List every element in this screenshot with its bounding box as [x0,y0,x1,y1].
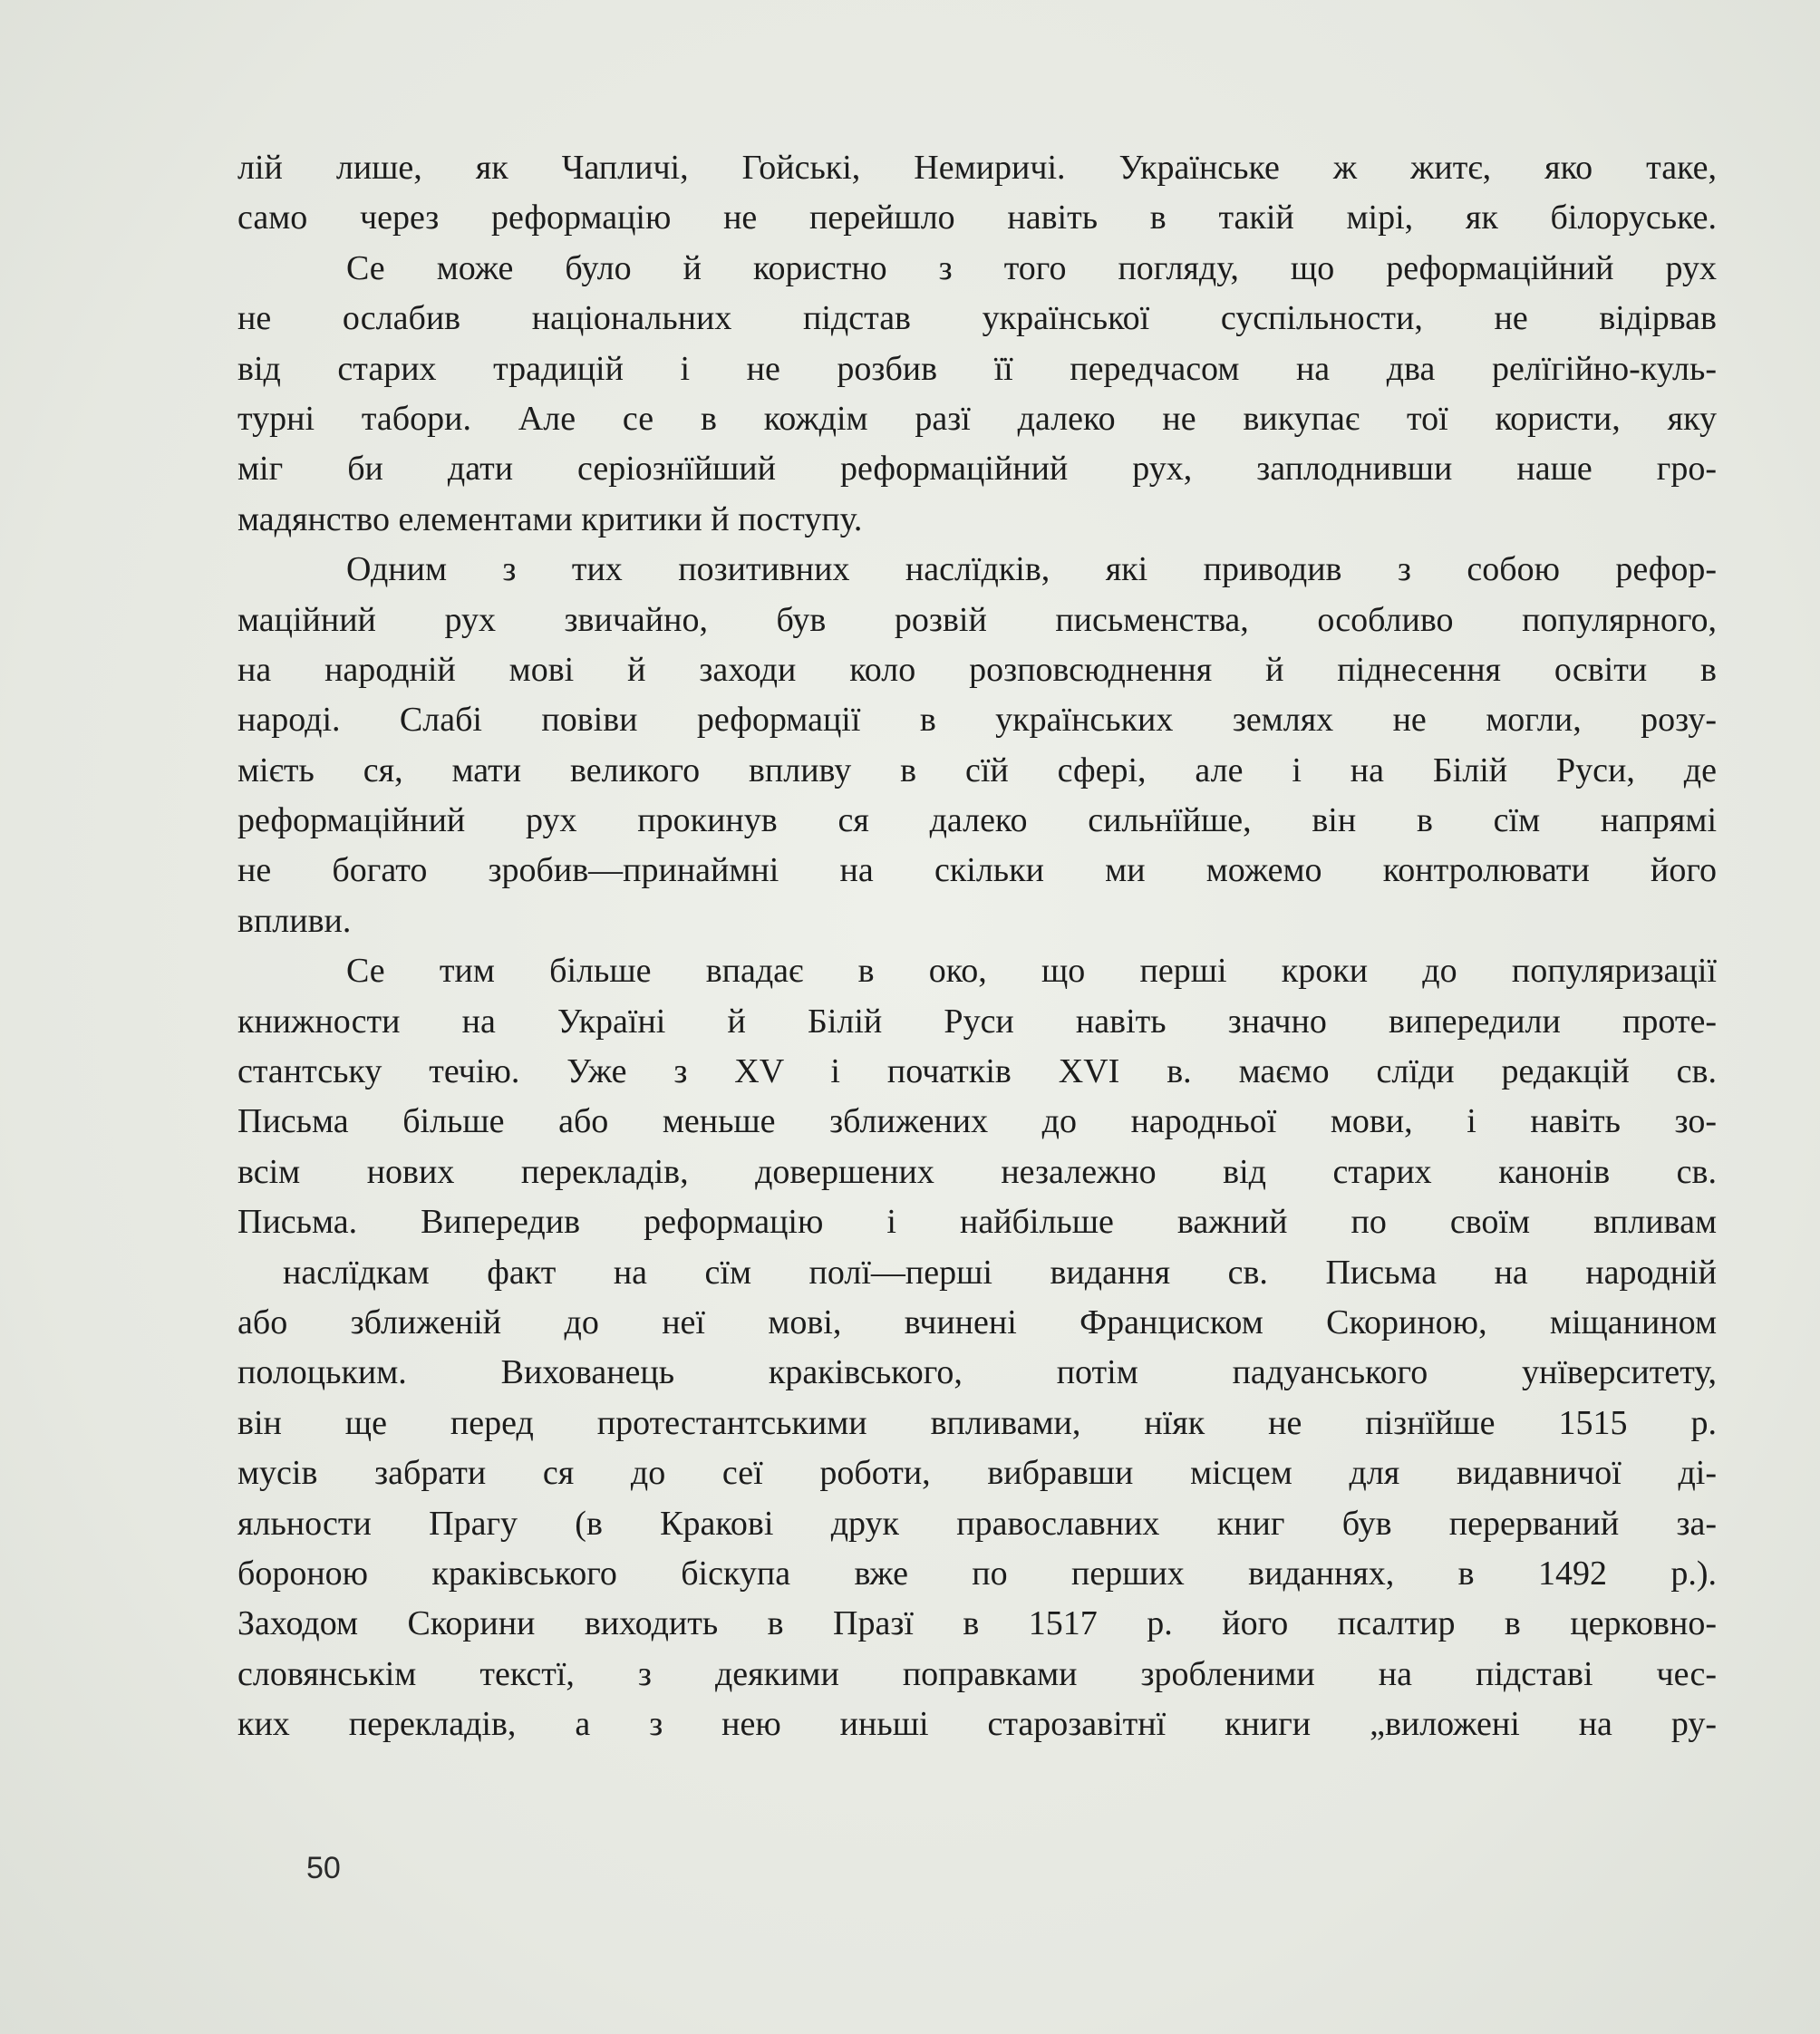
text-line: або зближеній до неї мові, вчинені Франциском Скориною, міщанином [237,1303,1717,1341]
text-line: турні табори. Але се в кождім разї далеко не викупає тої користи, яку [237,399,1717,438]
text-line: Письма більше або меньше зближених до народньої мови, і навіть зо- [237,1102,1717,1141]
text-line: на народній мові й заходи коло розповсюднення й піднесення освіти в [237,650,1717,689]
text-line: Се тим більше впадає в око, що перші кроки до популяризації [346,952,1717,991]
text-line: яльности Прагу (в Кракові друк православних книг був перерваний за- [237,1504,1717,1543]
text-line: стантську течію. Уже з XV і початків XVI в. маємо слїди редакцій св. [237,1052,1717,1091]
text-line: Се може було й користно з того погляду, що реформаційний рух [346,248,1717,287]
text-line: Одним з тих позитивних наслїдків, які приводив з собою рефор- [346,550,1717,589]
body-text [237,143,1717,1750]
text-line: Письма. Випередив реформацію і найбільше важний по своїм впливам [237,1203,1717,1242]
text-line: лій лише, як Чапличі, Гойські, Немиричі. Українське ж житє, яко таке, [237,149,1717,187]
text-line: він ще перед протестантськими впливами, нїяк не пізнїйше 1515 р. [237,1403,1717,1442]
text-line: не богато зробив—принаймні на скільки ми можемо контролювати його [237,851,1717,890]
text-line: мусів забрати ся до сеї роботи, вибравши місцем для видавничої ді- [237,1454,1717,1493]
text-line: ких перекладів, а з нею иньші старозавітнї книги „виложені на ру- [237,1705,1717,1744]
text-line: міг би дати серіознїйший реформаційний рух, заплоднивши наше гро- [237,450,1717,489]
text-line: полоцьким. Вихованець краківського, потім падуанського унїверситету, [237,1353,1717,1392]
text-line: всім нових перекладів, довершених незалежно від старих канонів св. [237,1152,1717,1191]
text-line: народі. Слабі повіви реформації в українських землях не могли, розу- [237,701,1717,740]
text-line: наслїдкам факт на сїм полї—перші видання св. Письма на народній [283,1253,1717,1292]
text-line: Заходом Скорини виходить в Празї в 1517 р. його псалтир в церковно- [237,1604,1717,1643]
text-line: впливи. [237,901,352,940]
text-line: реформаційний рух прокинув ся далеко сильнїйше, він в сїм напрямі [237,801,1717,840]
text-line: словянськім текстї, з деякими поправками зробленими на підставі чес- [237,1654,1717,1693]
page-number: 50 [306,1851,341,1885]
text-line: мієть ся, мати великого впливу в сїй сфері, але і на Білій Руси, де [237,751,1717,789]
text-line: маційний рух звичайно, був розвій письменства, особливо популярного, [237,600,1717,639]
text-line: не ослабив національних підстав української суспільности, не відірвав [237,299,1717,338]
text-line: книжности на Україні й Білій Руси навіть значно випередили проте- [237,1002,1717,1041]
text-line: від старих традицій і не розбив її передчасом на два релїгійно-куль- [237,349,1717,388]
text-line: само через реформацію не перейшло навіть в такій мірі, як білоруське. [237,199,1717,237]
text-line: мадянство елементами критики й поступу. [237,499,863,538]
text-line: бороною краківського біскупа вже по перших виданнях, в 1492 р.). [237,1554,1717,1593]
